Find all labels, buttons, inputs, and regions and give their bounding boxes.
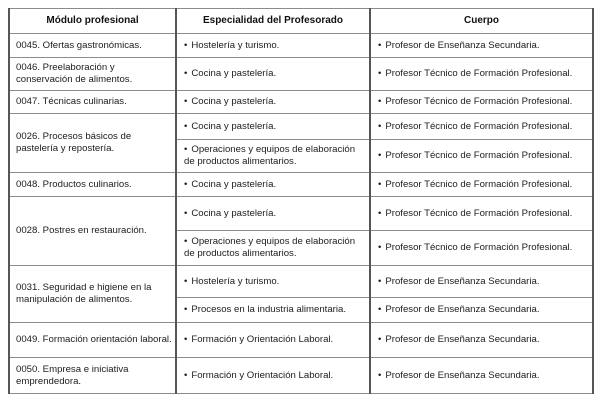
table-row	[9, 58, 593, 91]
bullet-icon: •	[184, 39, 188, 51]
especialidad-text: Procesos en la industria alimentaria.	[191, 304, 347, 315]
especialidad-text: Hostelería y turismo.	[191, 275, 280, 287]
table-row	[9, 358, 593, 394]
bullet-icon: •	[184, 304, 188, 315]
module-cell: 0031. Seguridad e higiene en la manipulación de alimentos.	[9, 266, 176, 323]
bullet-icon: •	[184, 178, 188, 190]
especialidad-text: Formación y Orientación Laboral.	[191, 334, 334, 345]
especialidad-cell	[176, 298, 370, 323]
bullet-icon: •	[378, 369, 382, 381]
table-row	[9, 197, 593, 231]
especialidad-cell	[176, 323, 370, 358]
bullet-icon: •	[184, 96, 188, 107]
bullet-icon: •	[378, 178, 382, 190]
cuerpo-cell	[370, 358, 593, 394]
header-modulo-profesional: Módulo profesional	[9, 9, 176, 34]
bullet-icon: •	[378, 39, 382, 51]
cuerpo-text: Profesor de Enseñanza Secundaria.	[385, 334, 540, 345]
cuerpo-text: Profesor Técnico de Formación Profesional.	[385, 120, 573, 132]
bullet-icon: •	[378, 334, 382, 345]
bullet-icon: •	[378, 96, 382, 107]
especialidad-text: Operaciones y equipos de elaboración de productos alimentarios.	[184, 144, 356, 167]
cuerpo-text: Profesor de Enseñanza Secundaria.	[385, 304, 540, 315]
cuerpo-text: Profesor Técnico de Formación Profesional.	[385, 68, 573, 79]
curriculum-table	[8, 8, 594, 394]
cuerpo-cell	[370, 58, 593, 91]
especialidad-text: Cocina y pastelería.	[191, 207, 277, 219]
module-cell: 0046. Preelaboración y conservación de alimentos.	[9, 58, 176, 91]
bullet-icon: •	[184, 144, 188, 156]
table-row	[9, 266, 593, 298]
cuerpo-text: Profesor Técnico de Formación Profesional.	[385, 207, 573, 219]
cuerpo-cell	[370, 197, 593, 231]
bullet-icon: •	[184, 369, 188, 381]
bullet-icon: •	[378, 304, 382, 315]
especialidad-cell	[176, 266, 370, 298]
module-cell: 0045. Ofertas gastronómicas.	[9, 34, 176, 58]
table-row	[9, 34, 593, 58]
bullet-icon: •	[184, 275, 188, 287]
module-cell: 0049. Formación orientación laboral.	[9, 323, 176, 358]
header-especialidad: Especialidad del Profesorado	[176, 9, 370, 34]
bullet-icon: •	[378, 275, 382, 287]
cuerpo-cell	[370, 91, 593, 114]
table-row	[9, 323, 593, 358]
especialidad-cell	[176, 91, 370, 114]
module-cell: 0048. Productos culinarios.	[9, 173, 176, 197]
cuerpo-text: Profesor Técnico de Formación Profesional.	[385, 242, 573, 253]
especialidad-text: Cocina y pastelería.	[191, 120, 277, 132]
table-row	[9, 114, 593, 140]
especialidad-cell	[176, 358, 370, 394]
bullet-icon: •	[378, 242, 382, 253]
especialidad-cell	[176, 173, 370, 197]
cuerpo-cell	[370, 140, 593, 173]
cuerpo-text: Profesor Técnico de Formación Profesional.	[385, 96, 573, 107]
module-cell: 0026. Procesos básicos de pastelería y repostería.	[9, 114, 176, 173]
module-cell: 0047. Técnicas culinarias.	[9, 91, 176, 114]
cuerpo-cell	[370, 323, 593, 358]
bullet-icon: •	[378, 68, 382, 79]
bullet-icon: •	[184, 68, 188, 79]
especialidad-cell	[176, 140, 370, 173]
bullet-icon: •	[378, 150, 382, 161]
especialidad-cell	[176, 58, 370, 91]
especialidad-cell	[176, 34, 370, 58]
especialidad-text: Cocina y pastelería.	[191, 96, 277, 107]
especialidad-text: Formación y Orientación Laboral.	[191, 369, 334, 381]
cuerpo-cell	[370, 173, 593, 197]
cuerpo-text: Profesor de Enseñanza Secundaria.	[385, 275, 540, 287]
module-cell: 0028. Postres en restauración.	[9, 197, 176, 266]
cuerpo-text: Profesor Técnico de Formación Profesional.	[385, 178, 573, 190]
especialidad-text: Cocina y pastelería.	[191, 68, 277, 79]
cuerpo-text: Profesor de Enseñanza Secundaria.	[385, 39, 540, 51]
bullet-icon: •	[184, 120, 188, 132]
header-cuerpo: Cuerpo	[370, 9, 593, 34]
bullet-icon: •	[184, 334, 188, 345]
cuerpo-cell	[370, 298, 593, 323]
module-cell: 0050. Empresa e iniciativa emprendedora.	[9, 358, 176, 394]
bullet-icon: •	[184, 207, 188, 219]
bullet-icon: •	[378, 207, 382, 219]
cuerpo-cell	[370, 34, 593, 58]
bullet-icon: •	[378, 120, 382, 132]
cuerpo-cell	[370, 231, 593, 266]
especialidad-cell	[176, 231, 370, 266]
cuerpo-text: Profesor de Enseñanza Secundaria.	[385, 369, 540, 381]
table-row	[9, 91, 593, 114]
especialidad-cell	[176, 197, 370, 231]
table-row	[9, 173, 593, 197]
especialidad-text: Operaciones y equipos de elaboración de productos alimentarios.	[184, 236, 356, 259]
cuerpo-cell	[370, 114, 593, 140]
cuerpo-text: Profesor Técnico de Formación Profesional.	[385, 150, 573, 161]
especialidad-cell	[176, 114, 370, 140]
bullet-icon: •	[184, 236, 188, 248]
cuerpo-cell	[370, 266, 593, 298]
especialidad-text: Cocina y pastelería.	[191, 178, 277, 190]
table-header-row	[9, 9, 593, 34]
especialidad-text: Hostelería y turismo.	[191, 39, 280, 51]
